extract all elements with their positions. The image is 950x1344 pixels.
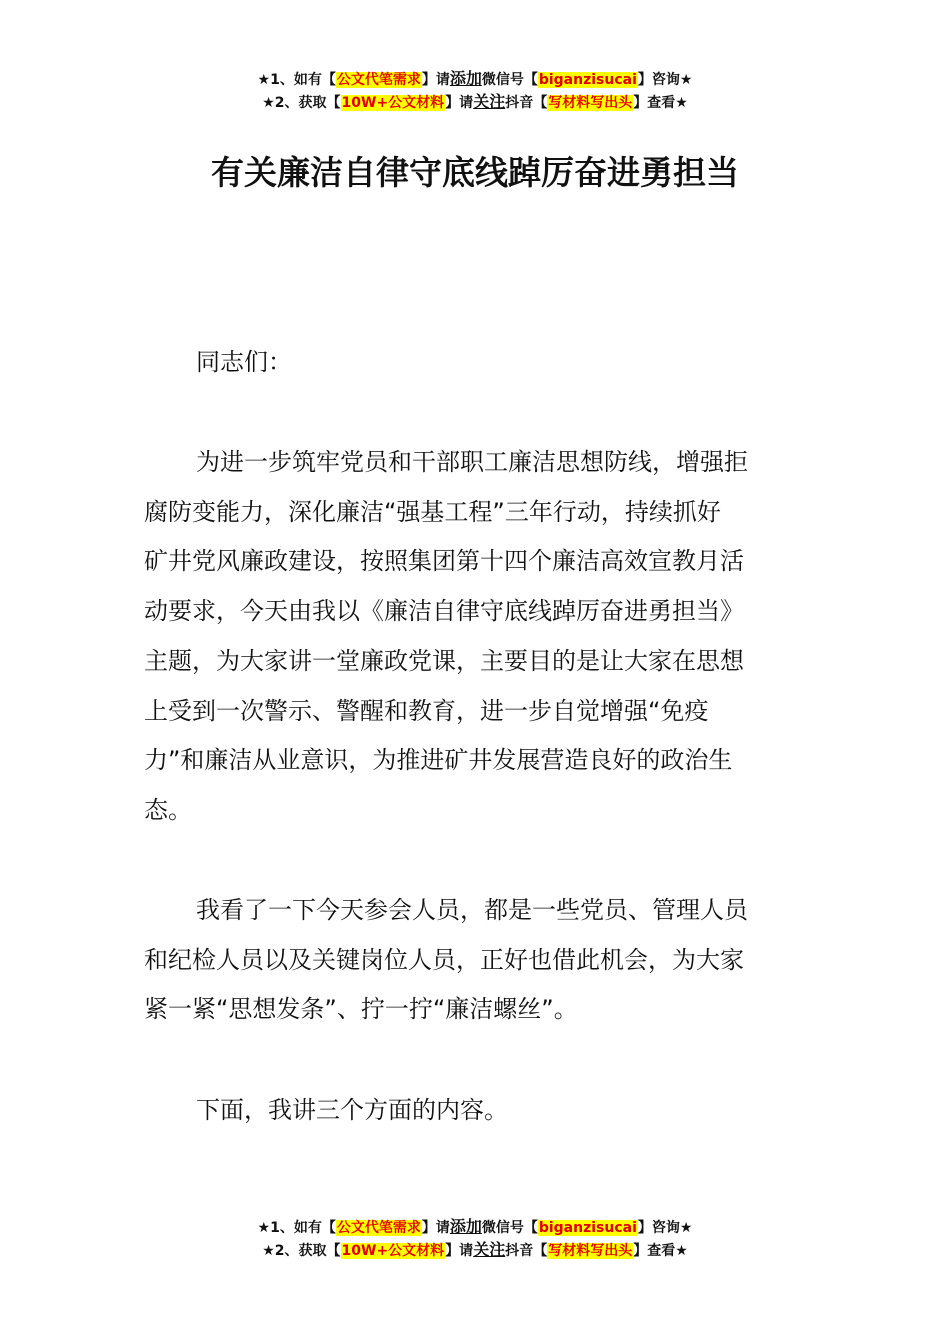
highlight-wechat-id: biganzisucai xyxy=(538,72,637,88)
banner-line-2: ★2、获取【10W+公文材料】请关注抖音【写材料写出头】查看★ xyxy=(262,1240,688,1259)
banner-line-1: ★1、如有【公文代笔需求】请添加微信号【biganzisucai】咨询★ xyxy=(257,1217,693,1236)
banner-line-1: ★1、如有【公文代笔需求】请添加微信号【biganzisucai】咨询★ xyxy=(257,69,693,88)
highlight-service: 公文代笔需求 xyxy=(336,1220,421,1236)
paragraph-line: 紧一紧“思想发条”、拧一拧“廉洁螺丝”。 xyxy=(144,995,578,1024)
highlight-service: 公文代笔需求 xyxy=(336,72,421,88)
highlight-douyin: 写材料写出头 xyxy=(548,95,633,111)
paragraph-line: 我看了一下今天参会人员，都是一些党员、管理人员 xyxy=(196,896,748,924)
greeting-text: 同志们： xyxy=(196,348,292,376)
paragraph-line: 力”和廉洁从业意识，为推进矿井发展营造良好的政治生 xyxy=(144,746,733,775)
greeting xyxy=(144,338,808,388)
paragraph-1 xyxy=(144,438,808,836)
paragraph-line: 和纪检人员以及关键岗位人员，正好也借此机会，为大家 xyxy=(144,945,744,974)
paragraph-line: 态。 xyxy=(144,795,192,824)
paragraph-line: 上受到一次警示、警醒和教育，进一步自觉增强“免疫 xyxy=(144,696,709,725)
highlight-wechat-id: biganzisucai xyxy=(538,1220,637,1236)
emphasis-follow: 关注 xyxy=(473,1240,506,1259)
highlight-materials: 10W+公文材料 xyxy=(341,1243,445,1259)
paragraph-line: 腐防变能力，深化廉洁“强基工程”三年行动，持续抓好 xyxy=(144,497,721,526)
emphasis-add: 添加 xyxy=(449,69,482,88)
highlight-materials: 10W+公文材料 xyxy=(341,95,445,111)
paragraph-2 xyxy=(144,886,808,1035)
paragraph-line: 动要求，今天由我以《廉洁自律守底线踔厉奋进勇担当》 xyxy=(144,597,744,626)
highlight-douyin: 写材料写出头 xyxy=(548,1243,633,1259)
paragraph-line: 矿井党风廉政建设，按照集团第十四个廉洁高效宣教月活 xyxy=(144,547,744,576)
paragraph-3 xyxy=(144,1086,808,1136)
paragraph-line: 为进一步筑牢党员和干部职工廉洁思想防线，增强拒 xyxy=(196,448,748,476)
paragraph-line: 下面，我讲三个方面的内容。 xyxy=(196,1096,508,1124)
paragraph-line: 主题，为大家讲一堂廉政党课，主要目的是让大家在思想 xyxy=(144,646,744,675)
footer-banner xyxy=(0,1216,950,1262)
document-title: 有关廉洁自律守底线踔厉奋进勇担当 xyxy=(211,153,739,192)
banner-line-2: ★2、获取【10W+公文材料】请关注抖音【写材料写出头】查看★ xyxy=(262,92,688,111)
header-banner xyxy=(0,68,950,114)
emphasis-add: 添加 xyxy=(449,1217,482,1236)
emphasis-follow: 关注 xyxy=(473,92,506,111)
